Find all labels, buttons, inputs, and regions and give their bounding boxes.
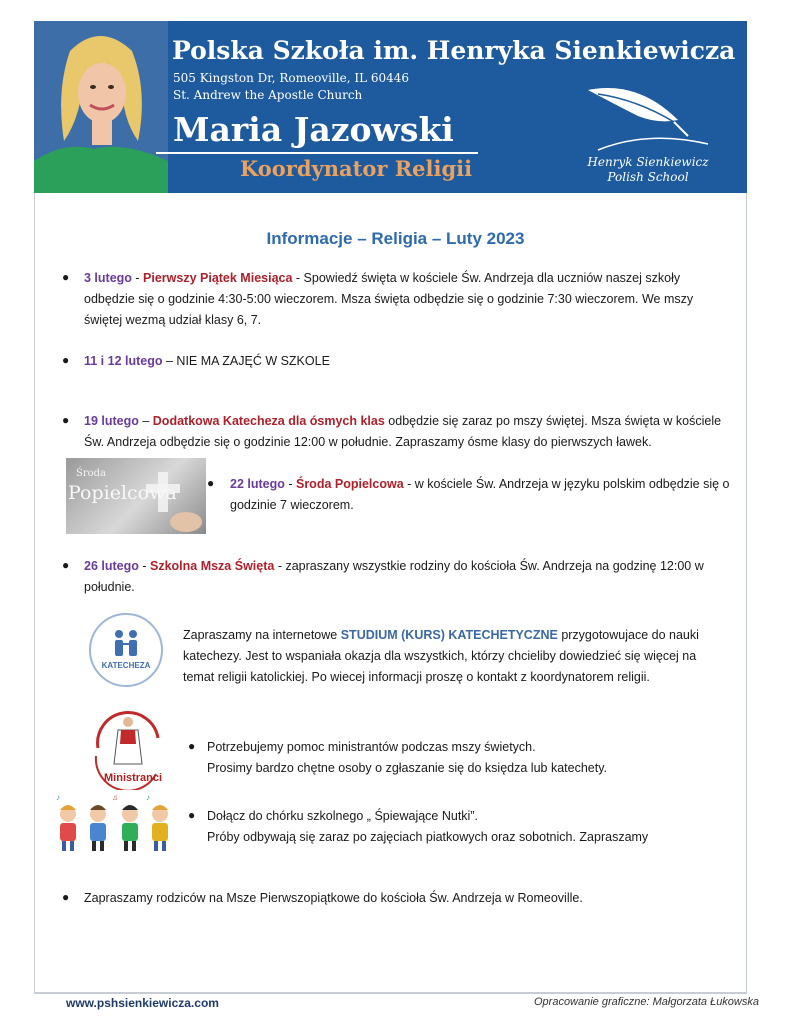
document-title: Informacje – Religia – Luty 2023 [266,229,525,248]
katecheza-logo: KATECHEZA [86,610,166,690]
bullet-icon: ● [62,890,70,904]
item-event: Środa Popielcowa [295,477,404,491]
item-event: Szkolna Msza Święta [149,559,275,573]
item-event: Pierwszy Piątek Miesiąca [143,271,293,285]
ministranci-text: Potrzebujemy pomoc ministrantów podczas mszy świetych. Prosimy bardzo chętne osoby o zgłaszanie się do księdza lub katechety. [207,740,607,775]
bullet-icon: ● [207,476,215,490]
bullet-icon: ● [188,739,196,753]
item-3-lutego: 3 lutego - Pierwszy Piątek Miesiąca - Spowiedź święta w kościele Św. Andrzeja dla uczniów naszej szkoły odbędzie się o godzinie 4:30-5:00 wieczorem. Msza święta odbędzie się o godzinie 7:30 wieczorem. We mszy świętej wezmą udział klasy 6, 7. [84,271,694,327]
item-date: 22 lutego [230,477,285,491]
ministranci-logo: Ministranci [86,708,172,790]
person-role: Koordynator Religii [240,156,473,181]
graphic-credit: Opracowanie graficzne: Małgorzata Łukowska [533,996,759,1008]
item-date: 26 lutego [84,559,139,573]
school-address: 505 Kingston Dr, Romeoville, IL 60446 [173,71,410,85]
item-date: 19 lutego [84,414,139,428]
bullet-icon: ● [62,413,70,427]
item-date: 11 i 12 lutego [84,354,163,368]
school-name: Polska Szkoła im. Henryka Sienkiewicza [172,36,736,65]
ash-image-label-bottom: Popielcowa [68,482,177,504]
footer-divider [34,993,747,994]
item-11-12-lutego [84,351,724,372]
item-text: - w kościele Św. Andrzeja w języku polskim odbędzie się o godzinie 7 wieczorem. [230,477,730,512]
chorek-text: Dołącz do chórku szkolnego „ Śpiewające Nutki”. Próby odbywają się zaraz po zajęciach piatkowych oraz sobotnich. Zapraszamy [207,809,649,844]
item-msze-pierwszopiatkowe: Zapraszamy rodziców na Msze Pierwszopiątkowe do kościoła Św. Andrzeja w Romeoville. [84,891,583,905]
ash-image-label-top: Środa [76,468,107,479]
item-date: 3 lutego [84,271,132,285]
item-19-lutego: 19 lutego – Dodatkowa Katecheza dla ósmych klas odbędzie się zaraz po mszy świętej. Msza święta w kościele Św. Andrzeja odbędzie się o godzinie 12:00 w południe. Zapraszamy ósme klasy do pierwszych ławek. [84,414,722,449]
divider [156,152,478,154]
course-highlight: STUDIUM (KURS) KATECHETYCZNE [340,628,558,642]
item-22-lutego: 22 lutego - Środa Popielcowa - w kościele Św. Andrzeja w języku polskim odbędzie się o godzinie 7 wieczorem. [230,477,730,512]
katecheza-text: Zapraszamy na internetowe STUDIUM (KURS) KATECHETYCZNE przygotowujace do nauki katechezy. Jest to wspaniała okazja dla wszystkich, którzy chcieliby dowiedzieć się więcej na temat religii katolickiej. Po wiecej informacji proszę o kontakt z koordynatorem religii. [183,628,699,684]
item-text: - zapraszany wszystkie rodziny do kościoła Św. Andrzeja na godzinę 12:00 w południe. [84,559,704,594]
coordinator-photo [34,21,168,193]
item-text: odbędzie się zaraz po mszy świętej. Msza święta w kościele Św. Andrzeja odbędzie się o godzinie 12:00 w południe. Zapraszamy ósme klasy do pierwszych ławek. [84,414,722,449]
item-event: Dodatkowa Katecheza dla ósmych klas [152,414,385,428]
person-name: Maria Jazowski [173,110,454,149]
ash-wednesday-image [66,458,206,534]
church-name: St. Andrew the Apostle Church [173,88,363,102]
svg-text:♪: ♪ [146,793,150,802]
logo-line-1: Henryk Sienkiewicz [587,155,709,169]
logo-line-2: Polish School [607,170,689,184]
bullet-icon: ● [62,270,70,284]
item-26-lutego: 26 lutego - Szkolna Msza Święta - zapraszany wszystkie rodziny do kościoła Św. Andrzeja na godzinę 12:00 w południe. [84,559,704,594]
svg-text:♪: ♪ [56,793,60,802]
svg-text:♫: ♫ [112,793,118,802]
bullet-icon: ● [62,353,70,367]
item-text: – NIE MA ZAJĘĆ W SZKOLE [162,354,330,368]
children-choir-image [50,792,180,854]
item-text: - Spowiedź święta w kościele Św. Andrzeja dla uczniów naszej szkoły odbędzie się o godzinie 4:30-5:00 wieczorem. Msza święta odbędzie się o godzinie 7:30 wieczorem. We mszy świętej wezmą udział klasy 6, 7. [84,271,694,327]
website-link[interactable]: www.pshsienkiewicza.com [66,996,219,1010]
bullet-icon: ● [62,558,70,572]
bullet-icon: ● [188,808,196,822]
